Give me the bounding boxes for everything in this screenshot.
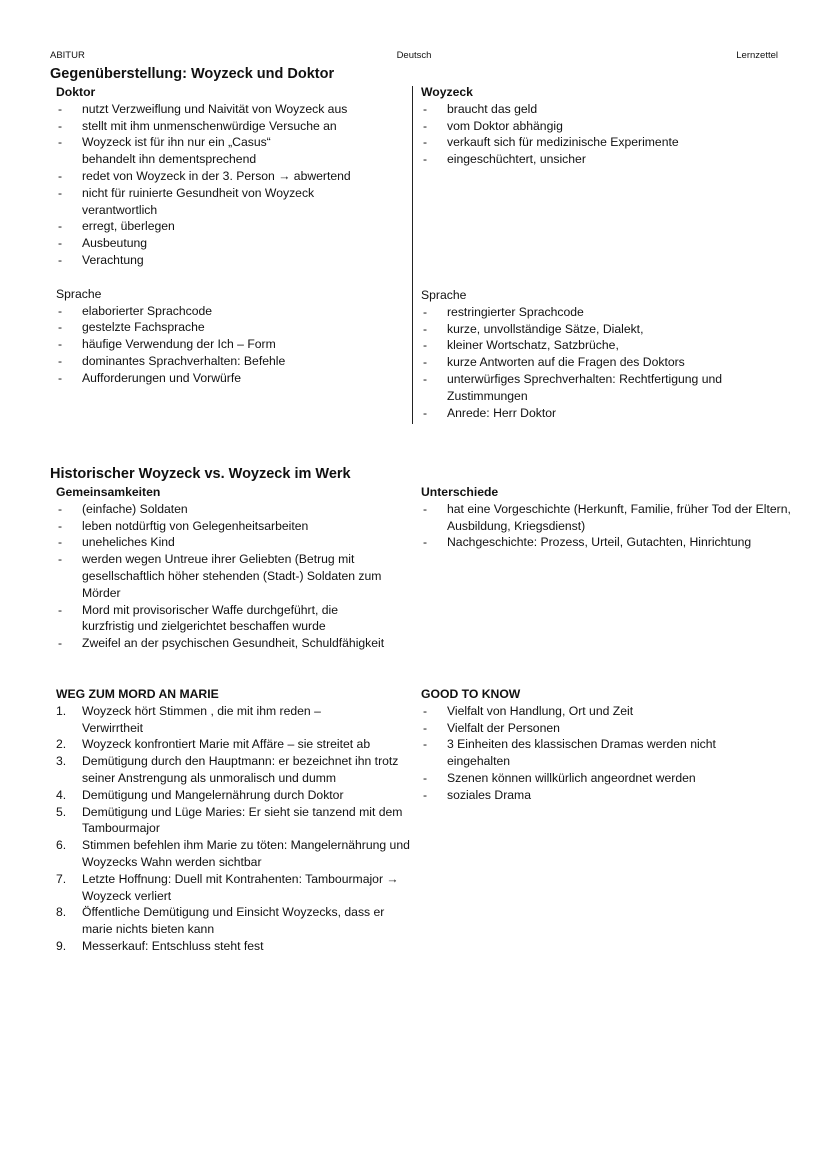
list-item: 2. Woyzeck konfrontiert Marie mit Affäre – sie streitet ab [56, 737, 371, 752]
list-item: - kleiner Wortschatz, Satzbrüche, [421, 337, 781, 354]
list-item: - Vielfalt der Personen [421, 720, 781, 737]
list-item: - Nachgeschichte: Prozess, Urteil, Gutachten, Hinrichtung [421, 534, 781, 551]
list-item: 6. Stimmen befehlen ihm Marie zu töten: Mangelernährung und Woyzecks Wahn werden sichtbar [56, 838, 410, 869]
list-item: - erregt, überlegen [56, 218, 406, 235]
good-to-know-heading: GOOD TO KNOW [421, 687, 521, 701]
list-item: - (einfache) Soldaten [56, 501, 406, 518]
list-item: - 3 Einheiten des klassischen Dramas werden nicht eingehalten [421, 736, 757, 770]
list-item: 9. Messerkauf: Entschluss steht fest [56, 938, 264, 953]
list-item: - elaborierter Sprachcode [56, 303, 406, 320]
column-divider [412, 86, 413, 424]
list-item: 7. Letzte Hoffnung: Duell mit Kontrahenten: Tambourmajor → Woyzeck verliert [56, 871, 399, 903]
list-item: - Ausbeutung [56, 235, 406, 252]
header-center: Deutsch [396, 50, 432, 61]
list-item: 8. Öffentliche Demütigung und Einsicht Woyzecks, dass er marie nichts bieten kann [56, 905, 385, 937]
list-item: - leben notdürftig von Gelegenheitsarbeiten [56, 518, 406, 535]
list-item: - nicht für ruinierte Gesundheit von Woyzeck verantwortlich [56, 185, 352, 219]
gemeinsamkeiten-column [56, 484, 406, 652]
woyzeck-list [421, 101, 781, 168]
list-item: - verkauft sich für medizinische Experimente [421, 134, 781, 151]
list-item: - gestelzte Fachsprache [56, 319, 406, 336]
page-header [50, 50, 778, 64]
doktor-heading: Doktor [56, 85, 96, 99]
list-item: - soziales Drama [421, 787, 781, 804]
list-item: - Szenen können willkürlich angeordnet werden [421, 770, 781, 787]
unterschiede-list [421, 501, 791, 551]
list-item: - Vielfalt von Handlung, Ort und Zeit [421, 703, 781, 720]
list-item: - Mord mit provisorischer Waffe durchgeführt, die kurzfristig und zielgerichtet beschaffen wurde [56, 602, 382, 636]
list-item: - hat eine Vorgeschichte (Herkunft, Familie, früher Tod der Eltern, Ausbildung, Kriegsdienst) [421, 501, 802, 535]
weg-zum-mord-list [56, 703, 410, 955]
list-item: 3. Demütigung durch den Hauptmann: er bezeichnet ihn trotz seiner Anstrengung als unmoralisch und dumm [56, 754, 399, 785]
list-item: - braucht das geld [421, 101, 781, 118]
weg-zum-mord-column [56, 686, 410, 955]
list-item: - restringierter Sprachcode [421, 304, 781, 321]
list-item: - kurze, unvollständige Sätze, Dialekt, [421, 321, 781, 338]
list-item: - nutzt Verzweiflung und Naivität von Woyzeck aus [56, 101, 406, 118]
unterschiede-column [421, 484, 791, 551]
list-item: - unterwürfiges Sprechverhalten: Rechtfertigung und Zustimmungen [421, 371, 777, 405]
list-item: - häufige Verwendung der Ich – Form [56, 336, 406, 353]
list-item: - vom Doktor abhängig [421, 118, 781, 135]
header-left: ABITUR [50, 50, 85, 61]
unterschiede-heading: Unterschiede [421, 485, 499, 499]
good-to-know-list [421, 703, 781, 804]
woyzeck-sprache-list [421, 304, 781, 422]
woyzeck-sprache-column [421, 287, 781, 421]
list-item: 1. Woyzeck hört Stimmen , die mit ihm reden – Verwirrtheit [56, 703, 321, 735]
woyzeck-sprache-heading: Sprache [421, 288, 467, 302]
list-item: - Zweifel an der psychischen Gesundheit, Schuldfähigkeit [56, 635, 406, 652]
list-item: - dominantes Sprachverhalten: Befehle [56, 353, 406, 370]
list-item: - Verachtung [56, 252, 406, 269]
weg-zum-mord-heading: WEG ZUM MORD AN MARIE [56, 687, 219, 701]
list-item: - redet von Woyzeck in der 3. Person → abwertend [56, 168, 406, 185]
doktor-sprache-list [56, 303, 406, 387]
gemeinsamkeiten-list [56, 501, 406, 652]
list-item: - Woyzeck ist für ihn nur ein „Casus“ behandelt ihn dementsprechend [56, 134, 317, 168]
list-item: - Anrede: Herr Doktor [421, 405, 781, 422]
list-item: 5. Demütigung und Lüge Maries: Er sieht sie tanzend mit dem Tambourmajor [56, 804, 403, 836]
list-item: - werden wegen Untreue ihrer Geliebten (Betrug mit gesellschaftlich höher stehenden (Stadt-) Soldaten zum Mörder [56, 551, 402, 601]
doktor-column [56, 84, 406, 387]
header-right: Lernzettel [736, 50, 778, 61]
list-item: - uneheliches Kind [56, 534, 406, 551]
gemeinsamkeiten-heading: Gemeinsamkeiten [56, 485, 161, 499]
list-item: - eingeschüchtert, unsicher [421, 151, 781, 168]
list-item: - stellt mit ihm unmenschenwürdige Versuche an [56, 118, 406, 135]
section1-title: Gegenüberstellung: Woyzeck und Doktor [50, 66, 335, 82]
good-to-know-column [421, 686, 781, 804]
list-item: 4. Demütigung und Mangelernährung durch Doktor [56, 787, 344, 802]
doktor-list [56, 101, 406, 269]
woyzeck-heading: Woyzeck [421, 85, 473, 99]
list-item: - kurze Antworten auf die Fragen des Doktors [421, 354, 781, 371]
section2-title: Historischer Woyzeck vs. Woyzeck im Werk [50, 466, 351, 482]
woyzeck-column [421, 84, 781, 168]
list-item: - Aufforderungen und Vorwürfe [56, 370, 406, 387]
doktor-sprache-heading: Sprache [56, 286, 102, 301]
